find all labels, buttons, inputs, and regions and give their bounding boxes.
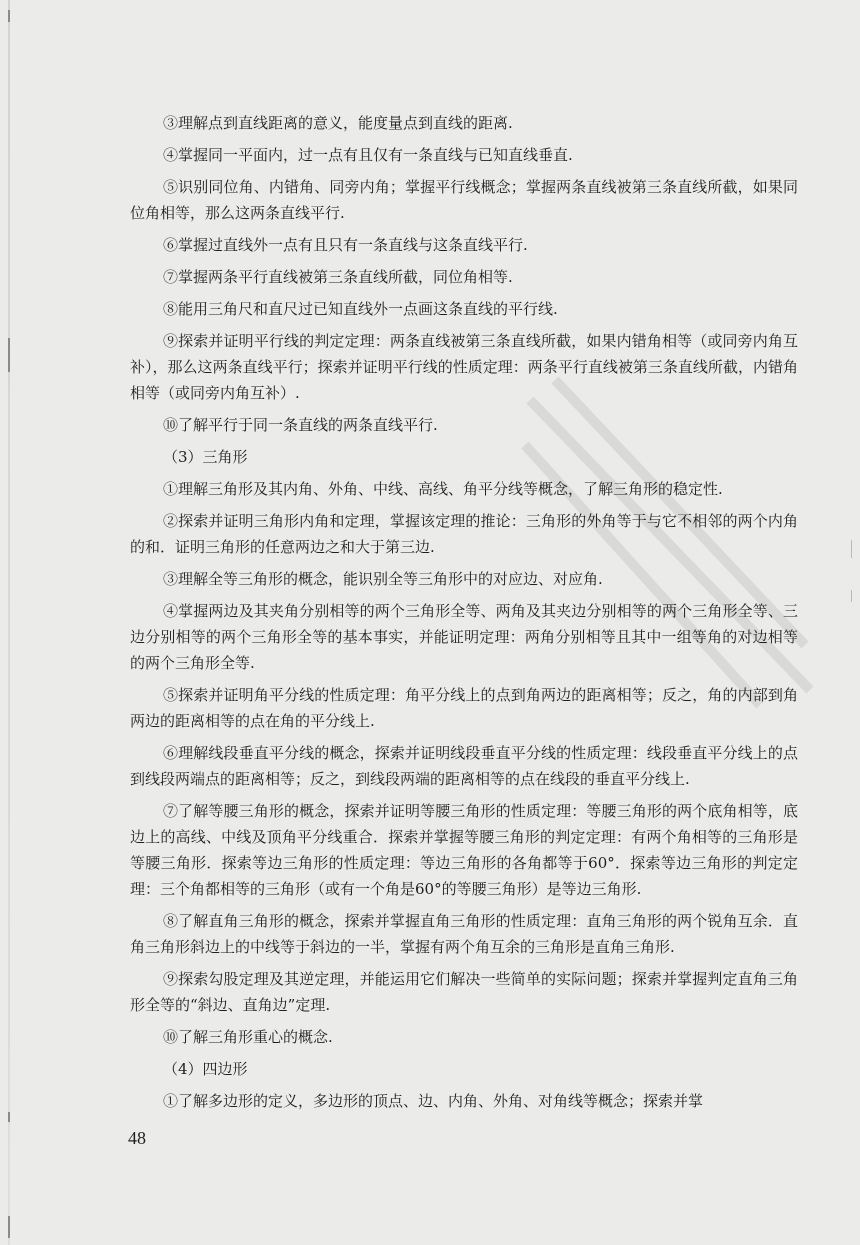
document-body (130, 110, 798, 1120)
paragraph-item: ④掌握同一平面内，过一点有且仅有一条直线与已知直线垂直. (163, 146, 573, 164)
scan-mark (8, 10, 10, 22)
paragraph-item: ⑤探索并证明角平分线的性质定理：角平分线上的点到角两边的距离相等；反之，角的内部到角两边的距离相等的点在角的平分线上. (130, 686, 798, 730)
paragraph-item: ①理解三角形及其内角、外角、中线、高线、角平分线等概念，了解三角形的稳定性. (163, 480, 723, 498)
page-left-edge (8, 0, 10, 1245)
scan-mark (8, 1112, 10, 1122)
scan-mark (851, 540, 852, 558)
paragraph-item: ⑧了解直角三角形的概念，探索并掌握直角三角形的性质定理：直角三角形的两个锐角互余．直角三角形斜边上的中线等于斜边的一半，掌握有两个角互余的三角形是直角三角形. (130, 912, 798, 956)
paragraph-item: ③理解点到直线距离的意义，能度量点到直线的距离. (163, 114, 513, 132)
paragraph-item: ①了解多边形的定义，多边形的顶点、边、内角、外角、对角线等概念；探索并掌 (163, 1092, 704, 1110)
section-heading: （4）四边形 (163, 1060, 248, 1078)
paragraph-item: ⑥掌握过直线外一点有且只有一条直线与这条直线平行. (163, 236, 528, 254)
paragraph-item: ⑨探索并证明平行线的判定定理：两条直线被第三条直线所截，如果内错角相等（或同旁内角互补），那么这两条直线平行；探索并证明平行线的性质定理：两条平行直线被第三条直线所截，内错角相等（或同旁内角互补）. (130, 332, 798, 402)
paragraph-item: ⑥理解线段垂直平分线的概念，探索并证明线段垂直平分线的性质定理：线段垂直平分线上的点到线段两端点的距离相等；反之，到线段两端的距离相等的点在线段的垂直平分线上. (130, 744, 798, 788)
paragraph-item: ⑦了解等腰三角形的概念，探索并证明等腰三角形的性质定理：等腰三角形的两个底角相等，底边上的高线、中线及顶角平分线重合．探索并掌握等腰三角形的判定定理：有两个角相等的三角形是等腰三角形．探索等边三角形的性质定理：等边三角形的各角都等于60°．探索等边三角形的判定定理：三个角都相等的三角形（或有一个角是60°的等腰三角形）是等边三角形. (130, 802, 798, 898)
paragraph-item: ②探索并证明三角形内角和定理，掌握该定理的推论：三角形的外角等于与它不相邻的两个内角的和．证明三角形的任意两边之和大于第三边. (130, 512, 798, 556)
scan-mark (851, 590, 852, 602)
paragraph-item: ⑤识别同位角、内错角、同旁内角；掌握平行线概念；掌握两条直线被第三条直线所截，如果同位角相等，那么这两条直线平行. (130, 178, 798, 222)
scan-mark (8, 1216, 10, 1238)
paragraph-item: ⑧能用三角尺和直尺过已知直线外一点画这条直线的平行线. (163, 300, 558, 318)
scan-mark (8, 338, 10, 372)
section-heading: （3）三角形 (163, 448, 248, 466)
paragraph-item: ⑩了解三角形重心的概念. (163, 1028, 333, 1046)
paragraph-item: ⑩了解平行于同一条直线的两条直线平行. (163, 416, 438, 434)
paragraph-item: ⑨探索勾股定理及其逆定理，并能运用它们解决一些简单的实际问题；探索并掌握判定直角三角形全等的“斜边、直角边”定理. (130, 970, 798, 1014)
paragraph-item: ④掌握两边及其夹角分别相等的两个三角形全等、两角及其夹边分别相等的两个三角形全等、三边分别相等的两个三角形全等的基本事实，并能证明定理：两角分别相等且其中一组等角的对边相等的两个三角形全等. (130, 602, 798, 672)
page-number: 48 (128, 1128, 146, 1148)
paragraph-item: ⑦掌握两条平行直线被第三条直线所截，同位角相等. (163, 268, 513, 286)
paragraph-item: ③理解全等三角形的概念，能识别全等三角形中的对应边、对应角. (163, 570, 603, 588)
